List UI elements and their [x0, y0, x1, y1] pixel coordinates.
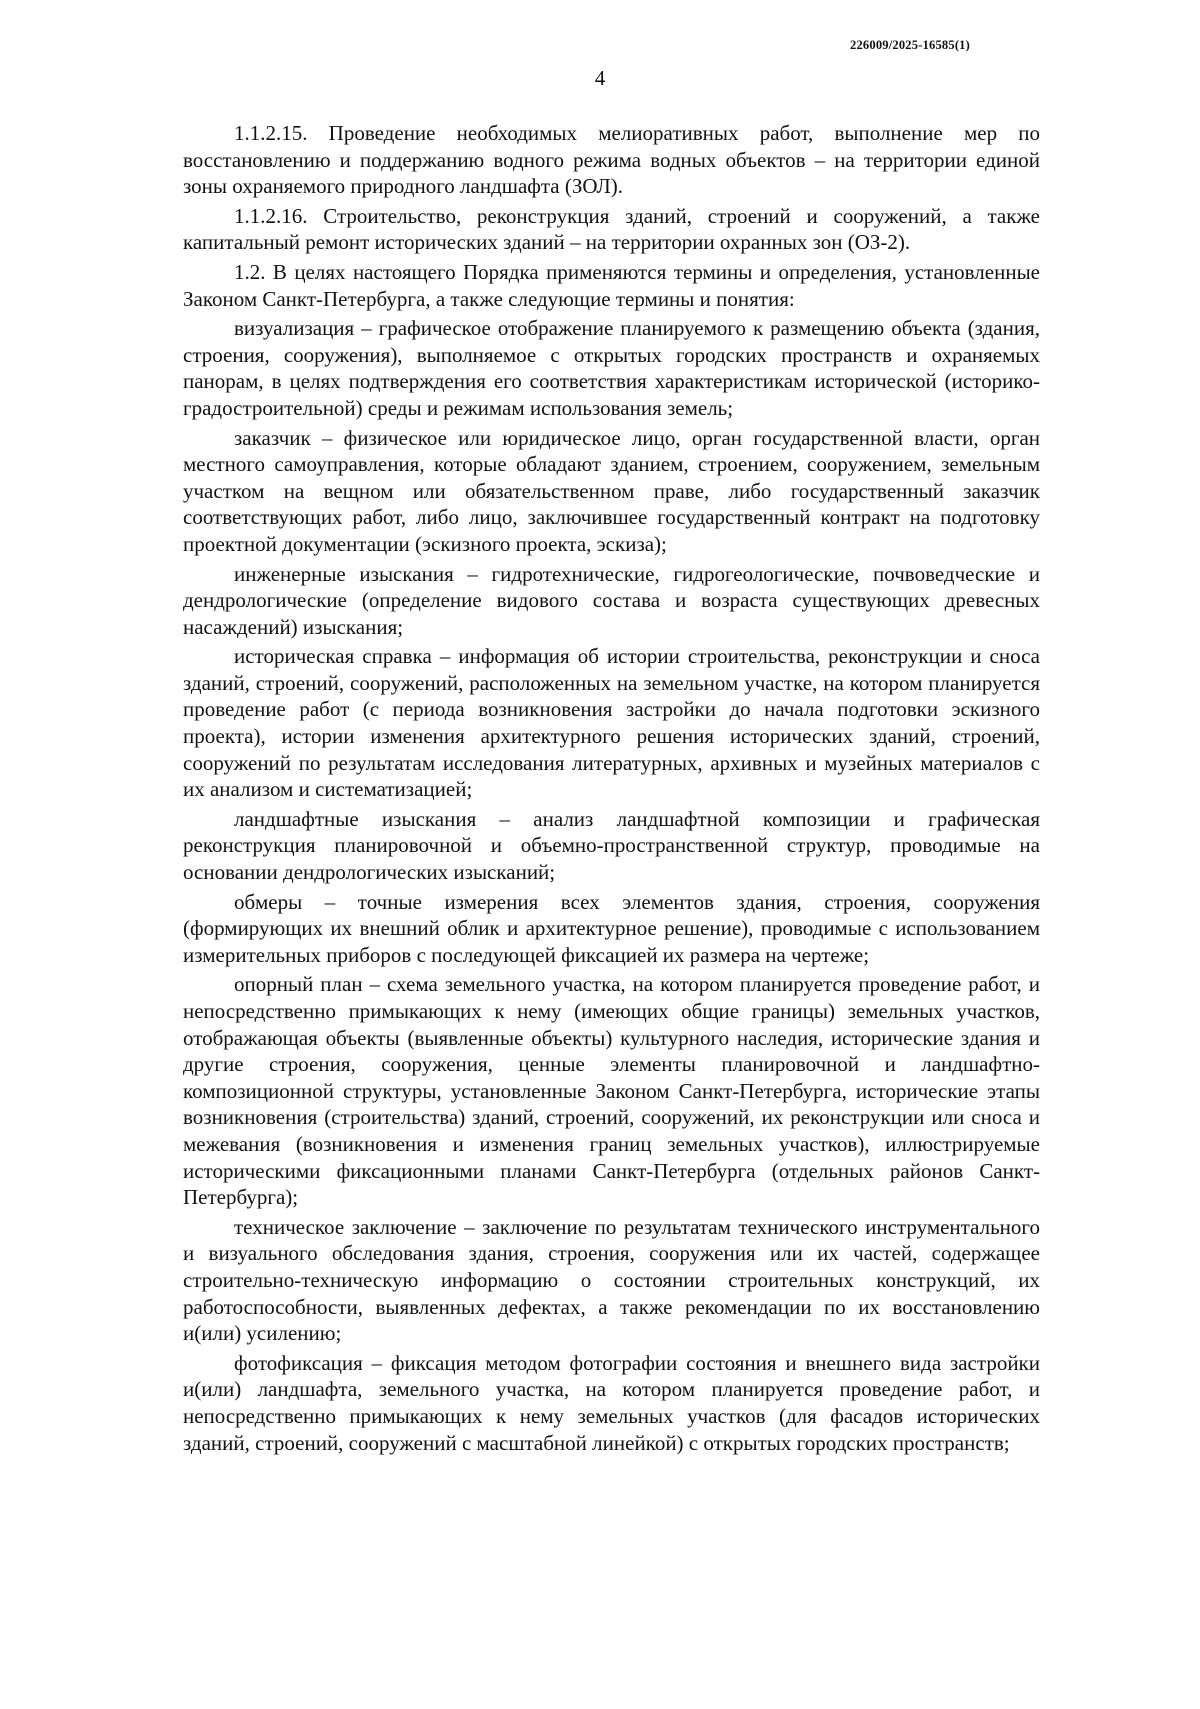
term-photo-recording: фотофиксация – фиксация методом фотографии состояния и внешнего вида застройки и(или) ландшафта, земельного участка, на котором планируется проведение работ, и непосредственно примыкающих к нему земельных участков (для фасадов исторических зданий, строений, сооружений с масштабной линейкой) с открытых городских пространств;	[183, 1350, 1040, 1455]
term-engineering-surveys: инженерные изыскания – гидротехнические, гидрогеологические, почвоведческие и дендрологические (определение видового состава и возраста существующих древесных насаждений) изыскания;	[183, 561, 1040, 639]
page-number: 4	[594, 66, 606, 90]
paragraph-1-1-2-16: 1.1.2.16. Строительство, реконструкция зданий, строений и сооружений, а также капитальный ремонт исторических зданий – на территории охранных зон (ОЗ-2).	[183, 203, 1040, 255]
term-visualization: визуализация – графическое отображение планируемого к размещению объекта (здания, строения, сооружения), выполняемое с открытых городских пространств и охраняемых панорам, в целях подтверждения его соответствия характеристикам исторической (историко-градостроительной) среды и режимам использования земель;	[183, 316, 1040, 420]
term-landscape-surveys: ландшафтные изыскания – анализ ландшафтной композиции и графическая реконструкция планировочной и объемно-пространственной структур, проводимые на основании дендрологических изысканий;	[183, 806, 1040, 885]
term-measurements: обмеры – точные измерения всех элементов здания, строения, сооружения (формирующих их внешний облик и архитектурное решение), проводимые с использованием измерительных приборов с последующей фиксацией их размера на чертеже;	[183, 889, 1040, 967]
term-historical-reference: историческая справка – информация об истории строительства, реконструкции и сноса зданий, строений, сооружений, расположенных на земельном участке, на котором планируется проведение работ (с периода возникновения застройки до начала подготовки эскизного проекта), истории изменения архитектурного решения исторических зданий, строений, сооружений по результатам исследования литературных, архивных и музейных материалов с их анализом и систематизацией;	[183, 644, 1040, 802]
term-base-plan: опорный план – схема земельного участка, на котором планируется проведение работ, и непосредственно примыкающих к нему (имеющих общие границы) земельных участков, отображающая объекты (выявленные объекты) культурного наследия, исторические здания и другие строения, сооружения, ценные элементы планировочной и ландшафтно-композиционной структуры, установленные Законом Санкт-Петербурга, исторические этапы возникновения (строительства) зданий, строений, сооружений, их реконструкции или сноса и межевания (возникновения и изменения границ земельных участков), иллюстрируемые историческими фиксационными планами Санкт-Петербурга (отдельных районов Санкт-Петербурга);	[183, 972, 1040, 1210]
term-customer: заказчик – физическое или юридическое лицо, орган государственной власти, орган местного самоуправления, которые обладают зданием, строением, сооружением, земельным участком на вещном или обязательственном праве, либо государственный заказчик соответствующих работ, либо лицо, заключившее государственный контракт на подготовку проектной документации (эскизного проекта, эскиза);	[183, 425, 1040, 556]
paragraph-1-1-2-15: 1.1.2.15. Проведение необходимых мелиоративных работ, выполнение мер по восстановлению и поддержанию водного режима водных объектов – на территории единой зоны охраняемого природного ландшафта (ЗОЛ).	[183, 121, 1040, 199]
paragraph-1-2: 1.2. В целях настоящего Порядка применяются термины и определения, установленные Законом Санкт-Петербурга, а также следующие термины и понятия:	[183, 259, 1040, 311]
document-number: 226009/2025-16585(1)	[850, 38, 970, 52]
term-technical-conclusion: техническое заключение – заключение по результатам технического инструментального и визуального обследования здания, строения, сооружения или их частей, содержащее строительно-техническую информацию о состоянии строительных конструкций, их работоспособности, выявленных дефектах, а также рекомендации по их восстановлению и(или) усилению;	[183, 1214, 1040, 1346]
document-body	[183, 120, 1040, 1459]
